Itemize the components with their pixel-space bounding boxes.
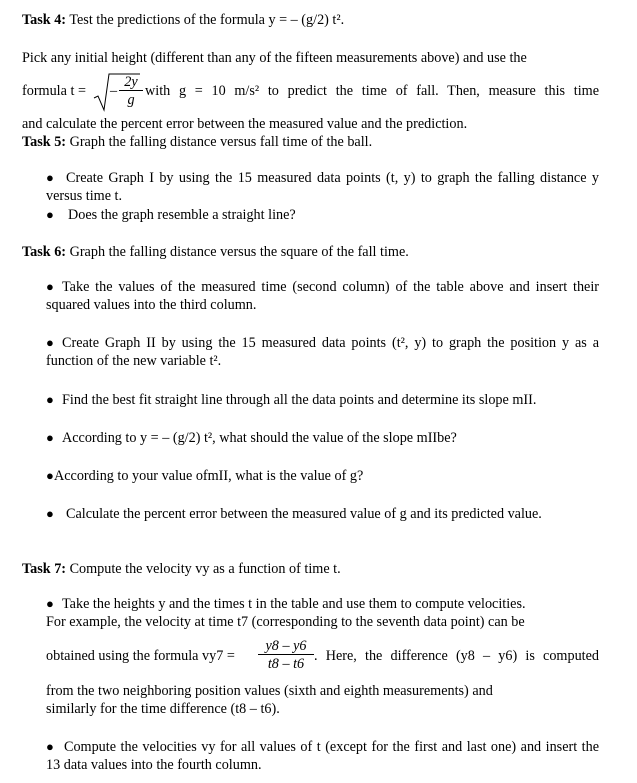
task6-heading [22, 243, 409, 261]
task7-bullet-1-line4: from the two neighboring position values (sixth and eighth measurements) and [46, 683, 493, 699]
task7-heading [22, 560, 341, 578]
bullet-icon: ● [46, 739, 54, 754]
bullet-icon: ● [46, 170, 54, 185]
task6-label: Task 6: [22, 244, 67, 260]
bullet-icon: ● [46, 279, 54, 294]
task7-formula-denominator: t8 – t6 [267, 656, 305, 672]
bullet-icon: ● [46, 207, 54, 222]
task6-title: Graph the falling distance versus the square of the fall time. [69, 244, 409, 260]
task6-bullet-5 [46, 467, 599, 485]
task5-bullet-2: Does the graph resemble a straight line? [68, 207, 296, 223]
bullet-icon: ● [46, 596, 54, 611]
task5-title: Graph the falling distance versus fall time of the ball. [69, 134, 373, 150]
task7-label: Task 7: [22, 561, 67, 577]
task4-formula-rest: with g = 10 m/s² to predict the time of fall. Then, measure this time [145, 83, 599, 99]
task4-formula-line [22, 72, 599, 112]
task7-bullet-1-line1-text: Take the heights y and the times t in the table and use them to compute velocities. [62, 596, 526, 612]
bullet-icon: ● [46, 506, 54, 521]
task6-bullet-2 [46, 334, 599, 370]
task4-paragraph1: Pick any initial height (different than any of the fifteen measurements above) and use the [22, 50, 527, 66]
task7-formula-numerator: y8 – y6 [258, 638, 314, 655]
task4-paragraph2: and calculate the percent error between the measured value and the prediction. [22, 116, 468, 132]
task7-bullet-2-text: Compute the velocities vy for all values of t (except for the first and last one) and insert the 13 data values into the fourth column. [46, 739, 599, 773]
task4-label: Task 4: [22, 12, 67, 28]
task7-formula-tail: . Here, the difference (y8 – y6) is computed [314, 648, 599, 664]
bullet-icon: ● [46, 430, 54, 445]
task6-bullet-1-text: Take the values of the measured time (second column) of the table above and insert their squared values into the third column. [46, 279, 599, 313]
bullet-icon: ● [46, 392, 54, 407]
bullet-icon: ● [46, 335, 54, 350]
task6-bullet-3-text: Find the best fit straight line through all the data points and determine its slope mII. [62, 392, 537, 408]
task5-heading [22, 133, 372, 151]
task7-bullet-1-line1 [46, 595, 599, 613]
task4-heading [22, 11, 344, 29]
task7-title: Compute the velocity vy as a function of time t. [69, 561, 341, 577]
task5-label: Task 5: [22, 134, 67, 150]
task6-bullet-3 [46, 391, 599, 409]
task4-formula-minus: – [110, 83, 118, 99]
task7-bullet-1-line2: For example, the velocity at time t7 (corresponding to the seventh data point) can be [46, 614, 525, 630]
task4-title: Test the predictions of the formula y = – (g/2) t². [69, 12, 345, 28]
task4-formula-numerator: 2y [119, 74, 143, 91]
task5-bullet-1: Create Graph I by using the 15 measured data points (t, y) to graph the falling distance y versus time t. [46, 170, 599, 204]
task7-formula-lead: obtained using the formula vy7 = [46, 648, 235, 664]
task7-bullet-1-line5: similarly for the time difference (t8 – t6). [46, 701, 280, 717]
task7-bullet-2 [46, 738, 599, 774]
task6-bullet-4 [46, 429, 599, 447]
task6-bullet-6 [46, 505, 599, 523]
task6-bullet-4-text: According to y = – (g/2) t², what should the value of the slope mIIbe? [62, 430, 457, 446]
bullet-icon: ● [46, 468, 54, 483]
task6-bullet-2-text: Create Graph II by using the 15 measured data points (t², y) to graph the position y as a function of the new variable t². [46, 335, 599, 369]
task6-bullet-1 [46, 278, 599, 314]
task7-formula-line [46, 632, 599, 678]
task6-bullet-5-text: According to your value ofmII, what is the value of g? [54, 468, 364, 484]
task4-formula-prefix: formula t = [22, 83, 86, 99]
task6-bullet-6-text: Calculate the percent error between the measured value of g and its predicted value. [66, 506, 542, 522]
task4-formula-denominator: g [127, 92, 135, 108]
